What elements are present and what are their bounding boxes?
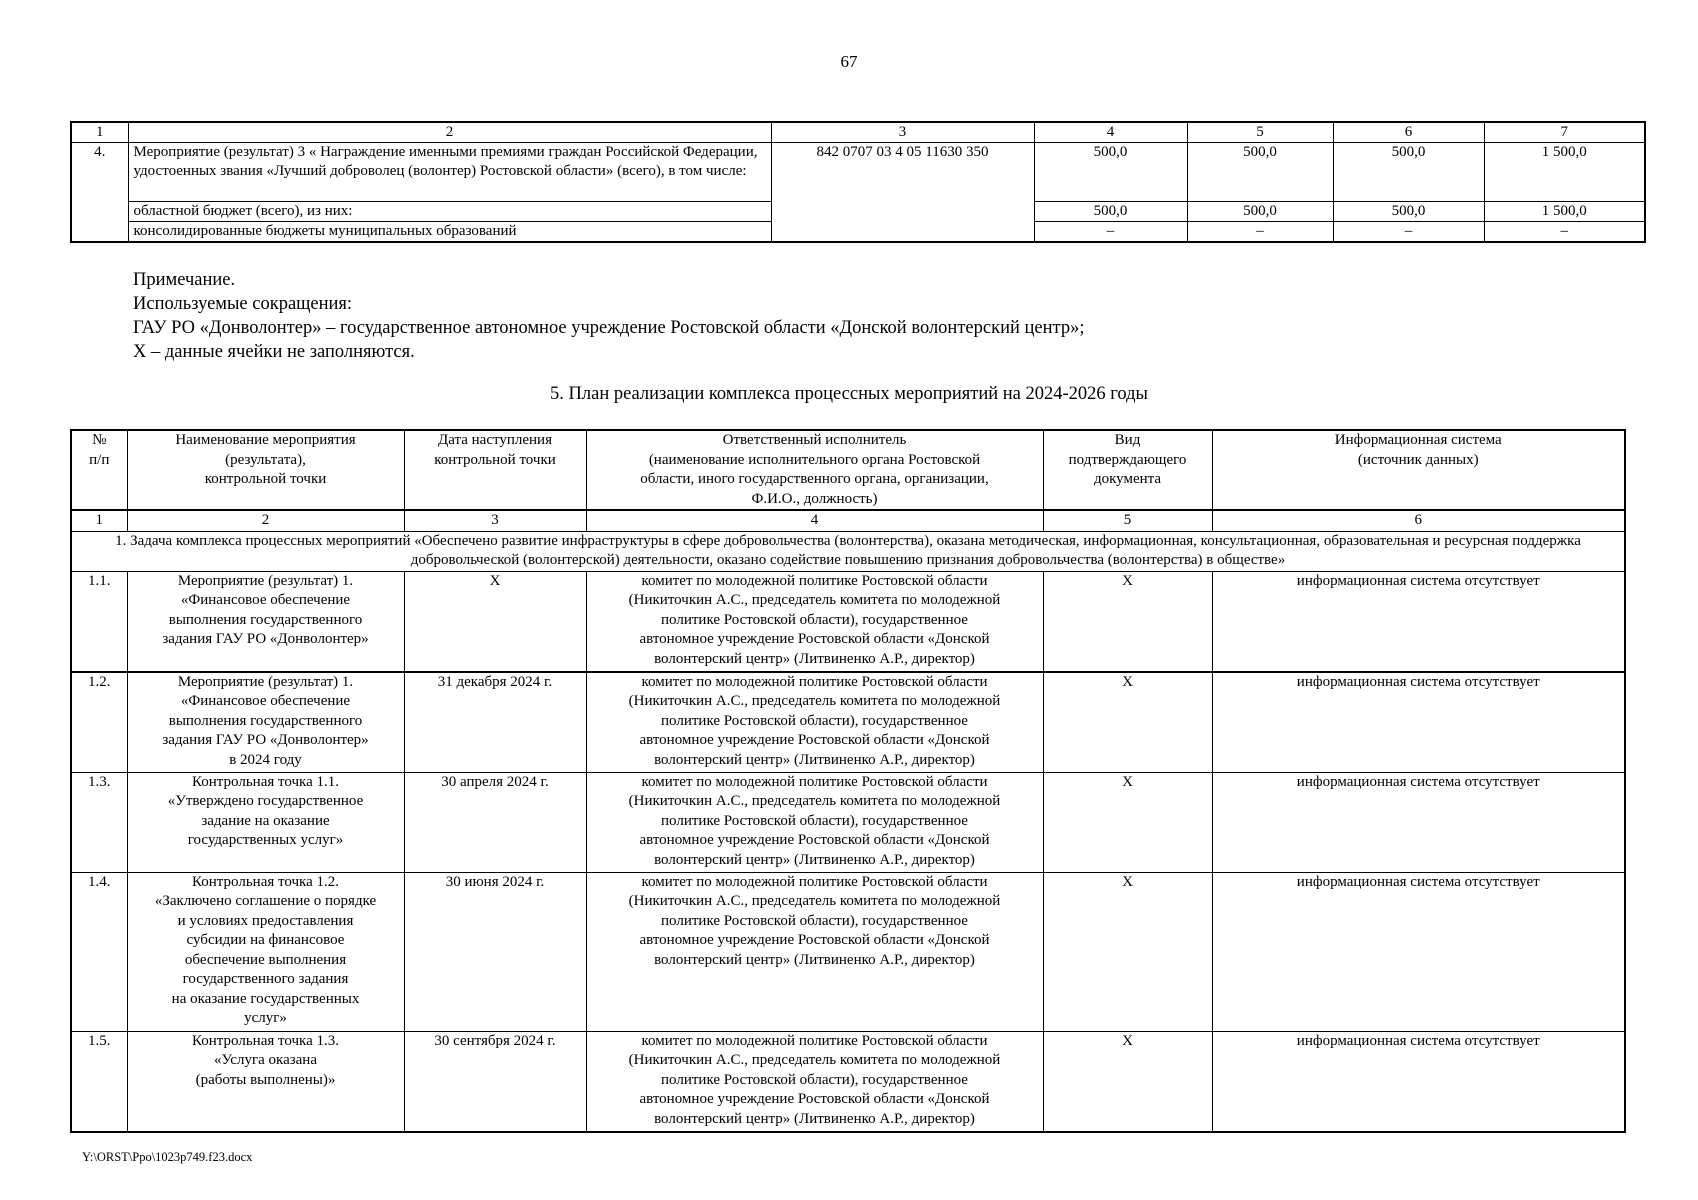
row-system: информационная система отсутствует bbox=[1212, 1031, 1625, 1132]
table-row bbox=[71, 772, 1625, 872]
table-row bbox=[71, 143, 1645, 202]
row-date: 30 июня 2024 г. bbox=[404, 872, 586, 1031]
row-system: информационная система отсутствует bbox=[1212, 872, 1625, 1031]
row-executor: комитет по молодежной политике Ростовской области (Никиточкин А.С., председатель комитета по молодежной политике Ростовской области), государственное автономное учреждение Ростовской области «Донской волонтерский центр» (Литвиненко А.Р., директор) bbox=[586, 772, 1043, 872]
value-cell: 500,0 bbox=[1187, 202, 1333, 222]
row-doc: Х bbox=[1043, 872, 1212, 1031]
row-number: 1.4. bbox=[71, 872, 127, 1031]
header-cell: 6 bbox=[1333, 122, 1484, 143]
table-row bbox=[71, 872, 1625, 1031]
table-row bbox=[71, 571, 1625, 672]
header-cell: 3 bbox=[771, 122, 1034, 143]
row-system: информационная система отсутствует bbox=[1212, 772, 1625, 872]
table-row bbox=[71, 672, 1625, 773]
value-cell: 500,0 bbox=[1034, 202, 1187, 222]
value-cell: – bbox=[1034, 222, 1187, 243]
value-cell: 500,0 bbox=[1333, 202, 1484, 222]
row-executor: комитет по молодежной политике Ростовской области (Никиточкин А.С., председатель комитета по молодежной политике Ростовской области), государственное автономное учреждение Ростовской области «Донской волонтерский центр» (Литвиненко А.Р., директор) bbox=[586, 571, 1043, 672]
budget-code: 842 0707 03 4 05 11630 350 bbox=[771, 143, 1034, 243]
column-number: 1 bbox=[71, 510, 127, 531]
plan-table-header bbox=[71, 430, 1625, 510]
row-executor: комитет по молодежной политике Ростовской области (Никиточкин А.С., председатель комитета по молодежной политике Ростовской области), государственное автономное учреждение Ростовской области «Донской волонтерский центр» (Литвиненко А.Р., директор) bbox=[586, 672, 1043, 773]
row-name: Мероприятие (результат) 1. «Финансовое обеспечение выполнения государственного задания ГАУ РО «Донволонтер» bbox=[127, 571, 404, 672]
task-row bbox=[71, 531, 1625, 571]
row-system: информационная система отсутствует bbox=[1212, 571, 1625, 672]
column-number: 5 bbox=[1043, 510, 1212, 531]
row-executor: комитет по молодежной политике Ростовской области (Никиточкин А.С., председатель комитета по молодежной политике Ростовской области), государственное автономное учреждение Ростовской области «Донской волонтерский центр» (Литвиненко А.Р., директор) bbox=[586, 1031, 1043, 1132]
header-date: Дата наступления контрольной точки bbox=[404, 430, 586, 510]
column-numbers bbox=[71, 510, 1625, 531]
note-title: Примечание. bbox=[133, 270, 236, 290]
row-date: 31 декабря 2024 г. bbox=[404, 672, 586, 773]
header-doc: Вид подтверждающего документа bbox=[1043, 430, 1212, 510]
row-date: Х bbox=[404, 571, 586, 672]
value-cell: – bbox=[1187, 222, 1333, 243]
budget-table bbox=[70, 121, 1646, 243]
header-num: № п/п bbox=[71, 430, 127, 510]
row-name: Мероприятие (результат) 1. «Финансовое обеспечение выполнения государственного задания ГАУ РО «Донволонтер» в 2024 году bbox=[127, 672, 404, 773]
row-name: Контрольная точка 1.1. «Утверждено государственное задание на оказание государственных услуг» bbox=[127, 772, 404, 872]
row-name: Контрольная точка 1.2. «Заключено соглашение о порядке и условиях предоставления субсидии на финансовое обеспечение выполнения государственного задания на оказание государственных услуг» bbox=[127, 872, 404, 1031]
row-number: 1.5. bbox=[71, 1031, 127, 1132]
section-title: 5. План реализации комплекса процессных мероприятий на 2024-2026 годы bbox=[550, 384, 1148, 404]
note-abbrev-2: Х – данные ячейки не заполняются. bbox=[133, 342, 415, 362]
row-number: 1.1. bbox=[71, 571, 127, 672]
row-doc: Х bbox=[1043, 571, 1212, 672]
notes-block bbox=[133, 268, 1084, 364]
header-cell: 7 bbox=[1484, 122, 1645, 143]
row-doc: Х bbox=[1043, 772, 1212, 872]
footer-file-path: Y:\ORST\Ppo\1023p749.f23.docx bbox=[82, 1150, 253, 1164]
header-cell: 4 bbox=[1034, 122, 1187, 143]
value-cell: 500,0 bbox=[1187, 143, 1333, 202]
header-executor: Ответственный исполнитель (наименование исполнительного органа Ростовской области, иного государственного органа, организации, Ф.И.О., должность) bbox=[586, 430, 1043, 510]
value-cell: 500,0 bbox=[1333, 143, 1484, 202]
row-number: 1.3. bbox=[71, 772, 127, 872]
column-number: 3 bbox=[404, 510, 586, 531]
row-name: Мероприятие (результат) 3 « Награждение именными премиями граждан Российской Федерации, удостоенных звания «Лучший доброволец (волонтер) Ростовской области» (всего), в том числе: bbox=[128, 143, 771, 202]
row-doc: Х bbox=[1043, 672, 1212, 773]
header-name: Наименование мероприятия (результата), контрольной точки bbox=[127, 430, 404, 510]
budget-table-header bbox=[71, 122, 1645, 143]
column-number: 4 bbox=[586, 510, 1043, 531]
row-date: 30 апреля 2024 г. bbox=[404, 772, 586, 872]
row-number: 4. bbox=[71, 143, 128, 243]
row-date: 30 сентября 2024 г. bbox=[404, 1031, 586, 1132]
row-doc: Х bbox=[1043, 1031, 1212, 1132]
page-number: 67 bbox=[840, 52, 858, 71]
row-name: Контрольная точка 1.3. «Услуга оказана (работы выполнены)» bbox=[127, 1031, 404, 1132]
row-name: консолидированные бюджеты муниципальных образований bbox=[128, 222, 771, 243]
value-cell: 1 500,0 bbox=[1484, 143, 1645, 202]
row-system: информационная система отсутствует bbox=[1212, 672, 1625, 773]
plan-table bbox=[70, 429, 1626, 1133]
header-cell: 5 bbox=[1187, 122, 1333, 143]
header-cell: 2 bbox=[128, 122, 771, 143]
value-cell: 500,0 bbox=[1034, 143, 1187, 202]
header-system: Информационная система (источник данных) bbox=[1212, 430, 1625, 510]
note-abbrev-title: Используемые сокращения: bbox=[133, 294, 353, 314]
column-number: 2 bbox=[127, 510, 404, 531]
row-number: 1.2. bbox=[71, 672, 127, 773]
value-cell: 1 500,0 bbox=[1484, 202, 1645, 222]
task-text: 1. Задача комплекса процессных мероприятий «Обеспечено развитие инфраструктуры в сфере добровольчества (волонтерства), оказана методическая, информационная, консультационная, образовательная и ресурсная поддержка добровольческой (волонтерской) деятельности, оказано содействие повышению признания добровольчества (волонтерства) в обществе» bbox=[71, 531, 1625, 571]
row-name: областной бюджет (всего), из них: bbox=[128, 202, 771, 222]
value-cell: – bbox=[1333, 222, 1484, 243]
column-number: 6 bbox=[1212, 510, 1625, 531]
header-cell: 1 bbox=[71, 122, 128, 143]
value-cell: – bbox=[1484, 222, 1645, 243]
row-executor: комитет по молодежной политике Ростовской области (Никиточкин А.С., председатель комитета по молодежной политике Ростовской области), государственное автономное учреждение Ростовской области «Донской волонтерский центр» (Литвиненко А.Р., директор) bbox=[586, 872, 1043, 1031]
note-abbrev-1: ГАУ РО «Донволонтер» – государственное автономное учреждение Ростовской области «Донской волонтерский центр»; bbox=[133, 318, 1085, 338]
table-row bbox=[71, 1031, 1625, 1132]
